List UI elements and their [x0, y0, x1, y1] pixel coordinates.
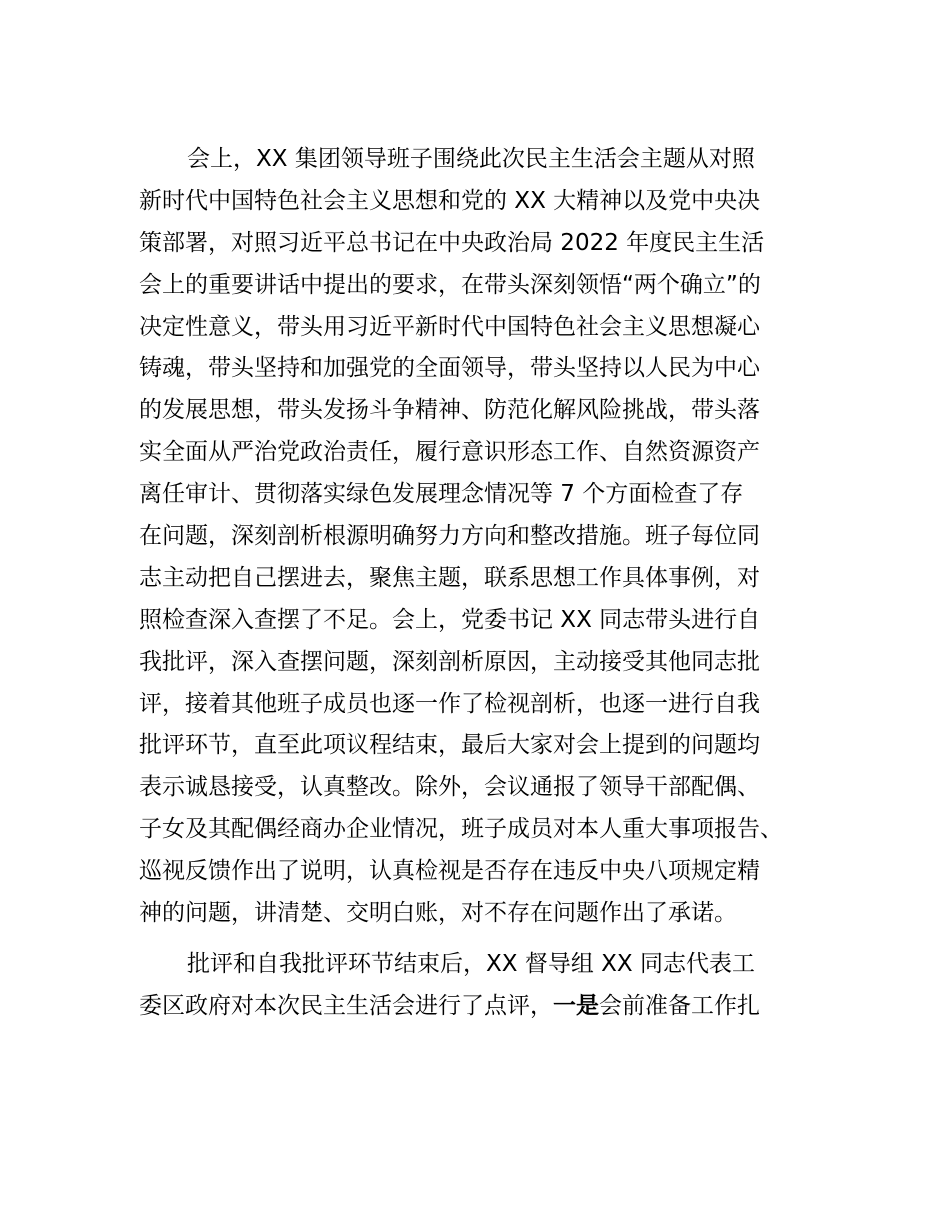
- text-segment: 委区政府对本次民主生活会进行了点评，: [139, 992, 553, 1019]
- text-line: 志主动把自己摆进去，聚焦主题，联系思想工作具体事例，对: [139, 564, 760, 591]
- text-line: 批评和自我批评环节结束后，XX 督导组 XX 同志代表工: [187, 950, 755, 977]
- text-line: 批评环节，直至此项议程结束，最后大家对会上提到的问题均: [139, 732, 760, 759]
- text-line: 实全面从严治党政治责任，履行意识形态工作、自然资源资产: [139, 439, 760, 466]
- text-line: 新时代中国特色社会主义思想和党的 XX 大精神以及党中央决: [139, 187, 761, 214]
- text-line: 会上，XX 集团领导班子围绕此次民主生活会主题从对照: [187, 146, 755, 172]
- text-line: [139, 986, 819, 1028]
- text-line: 我批评，深入查摆问题，深刻剖析原因，主动接受其他同志批: [139, 648, 760, 675]
- text-line: 子女及其配偶经商办企业情况，班子成员对本人重大事项报告、: [139, 816, 783, 843]
- text-line: 的发展思想，带头发扬斗争精神、防范化解风险挑战，带头落: [139, 397, 760, 424]
- bold-text-segment: 一是: [553, 992, 599, 1019]
- document-body: [139, 139, 819, 1028]
- text-line: 铸魂，带头坚持和加强党的全面领导，带头坚持以人民为中心: [139, 355, 760, 382]
- text-line: 策部署，对照习近平总书记在中央政治局 2022 年度民主生活: [139, 229, 765, 256]
- text-line: 神的问题，讲清楚、交明白账，对不存在问题作出了承诺。: [139, 900, 737, 927]
- text-line: 离任审计、贯彻落实绿色发展理念情况等 7 个方面检查了存: [139, 481, 744, 508]
- text-line: 决定性意义，带头用习近平新时代中国特色社会主义思想凝心: [139, 313, 760, 340]
- text-line: 表示诚恳接受，认真整改。除外，会议通报了领导干部配偶、: [139, 774, 760, 801]
- paragraph-2: [139, 944, 819, 1028]
- text-line: 会上的重要讲话中提出的要求，在带头深刻领悟“两个确立”的: [139, 271, 761, 298]
- text-line: 巡视反馈作出了说明，认真检视是否存在违反中央八项规定精: [139, 858, 760, 885]
- paragraph-1: [139, 139, 819, 935]
- text-line: 在问题，深刻剖析根源明确努力方向和整改措施。班子每位同: [139, 523, 760, 550]
- text-line: 照检查深入查摆了不足。会上，党委书记 XX 同志带头进行自: [139, 606, 761, 633]
- text-line: 评，接着其他班子成员也逐一作了检视剖析，也逐一进行自我: [139, 690, 760, 717]
- text-segment: 会前准备工作扎: [599, 992, 760, 1019]
